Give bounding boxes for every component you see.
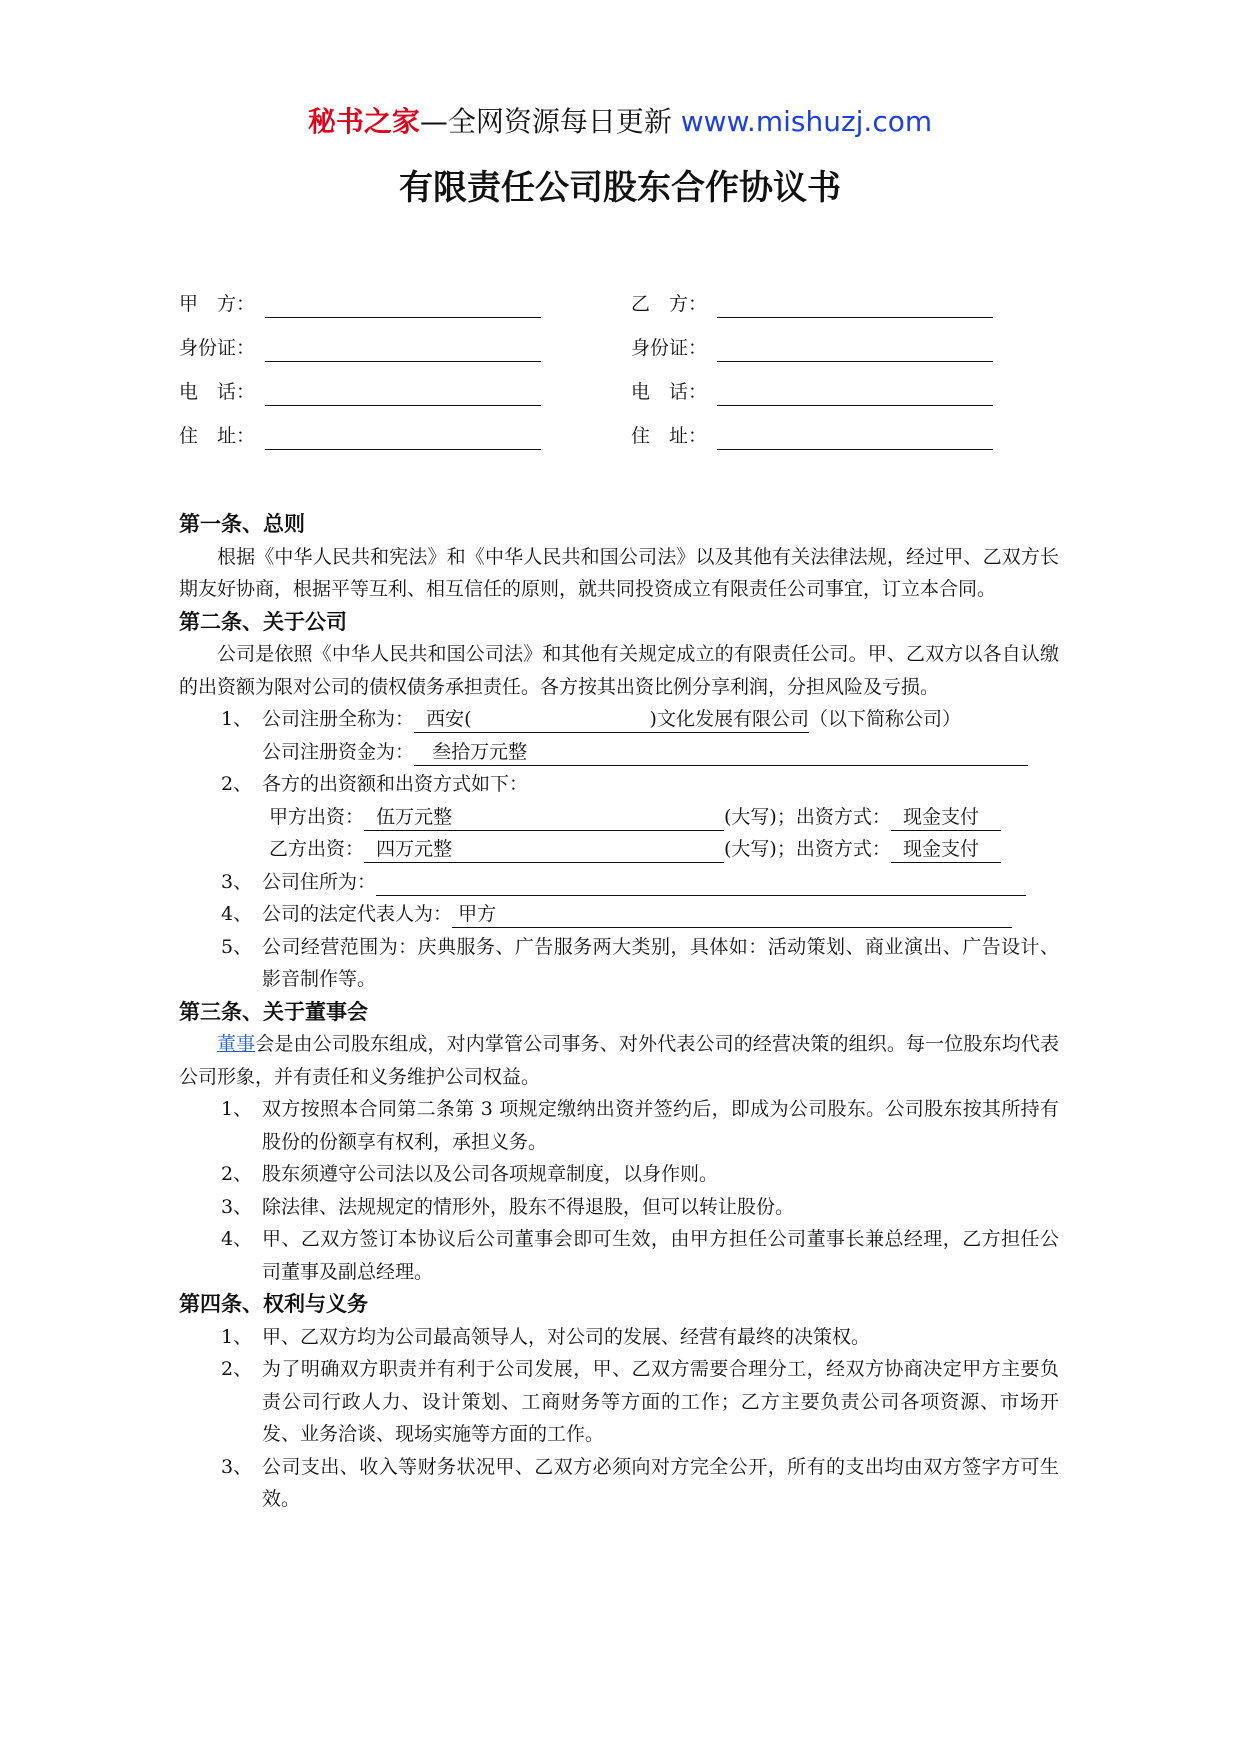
contract-body [179,508,1059,1516]
site-banner [0,102,1240,142]
article-4-heading: 第四条、权利与义务 [179,1292,368,1316]
document-title: 有限责任公司股东合作协议书 [399,168,841,208]
party-a-investment-mid: (大写)；出资方式： [724,805,891,828]
legal-rep-label: 公司的法定代表人为： [262,903,453,925]
item-text: 各方的出资额和出资方式如下： [262,773,529,795]
item-text: 股东须遵守公司法以及公司各项规章制度，以身作则。 [262,1163,719,1185]
party-b-phone-row [631,378,993,406]
article-3-heading: 第三条、关于董事会 [179,999,368,1024]
article-4-item-1 [179,1321,1059,1354]
company-address-field[interactable] [376,869,1026,896]
item-text: 公司支出、收入等财务状况甲、乙双方必须向对方完全公开，所有的支出均由双方签字方可生效。 [262,1455,1059,1510]
article-2-item-4 [179,898,1059,931]
item-text: 除法律、法规规定的情形外，股东不得退股，但可以转让股份。 [262,1195,795,1218]
registered-capital-label: 公司注册资金为： [262,740,415,763]
party-b-method-field[interactable] [891,836,1001,863]
party-b-investment-label: 乙方出资： [269,838,365,860]
article-2-item-2 [179,768,1059,801]
item-number: 2、 [221,1358,253,1380]
banner-slogan: —全网资源每日更新 [419,105,681,138]
party-a-phone-row [179,378,541,406]
article-2-item-3 [179,866,1059,899]
item-text: 公司经营范围为：庆典服务、广告服务两大类别，具体如：活动策划、商业演出、广告设计、影音制作等。 [262,935,1059,990]
company-name-suffix: )文化发展有限公司 [649,708,809,730]
article-3-paragraph [179,1028,1059,1093]
party-b-name-row [631,290,993,318]
party-b-name-label: 乙 方： [631,293,708,315]
item-number: 2、 [221,1163,253,1185]
board-link[interactable]: 董事 [217,1033,256,1055]
item-text: 甲、乙双方均为公司最高领导人，对公司的发展、经营有最终的决策权。 [262,1325,871,1348]
party-a-address-row [179,422,541,450]
registered-capital-field[interactable] [414,739,1028,766]
party-b-id-row [631,334,993,362]
registered-capital-value: 叁拾万元整 [432,740,528,763]
legal-rep-value: 甲方 [458,903,497,925]
article-3-item-1 [179,1093,1059,1158]
item-text: 甲、乙双方签订本协议后公司董事会即可生效，由甲方担任公司董事长兼总经理，乙方担任公司董事及副总经理。 [262,1228,1059,1283]
item-text: 双方按照本合同第二条第 3 项规定缴纳出资并签约后，即成为公司股东。公司股东按其所持有股份的份额享有权利，承担义务。 [262,1098,1059,1153]
party-a-investment-label: 甲方出资： [269,805,365,828]
article-3-item-3 [179,1191,1059,1224]
article-2-item-1 [179,703,1059,736]
item-text [262,898,1059,931]
party-b-investment-field[interactable] [364,836,724,863]
item-number: 3、 [221,870,253,893]
item-text [262,866,1059,899]
party-b-address-blank[interactable] [717,427,993,450]
company-name-field[interactable] [414,706,809,733]
item-number: 4、 [221,1228,253,1250]
company-name-label: 公司注册全称为： [262,708,415,730]
party-b-phone-blank[interactable] [717,383,993,406]
party-b-address-row [631,422,993,450]
party-a-investment-row [179,801,1059,834]
article-2-paragraph: 公司是依照《中华人民共和国公司法》和其他有关规定成立的有限责任公司。甲、乙双方以各自认缴的出资额为限对公司的债权债务承担责任。各方按其出资比例分享利润，分担风险及亏损。 [179,643,1059,698]
item-number: 4、 [221,903,253,925]
item-number: 5、 [221,935,253,958]
party-b-name-blank[interactable] [717,295,993,318]
item-text [262,703,1059,736]
item-number: 1、 [221,1098,253,1120]
party-b-investment-value: 四万元整 [376,838,453,860]
party-b-investment-mid: (大写)；出资方式： [724,838,891,860]
registered-capital-row [179,736,1059,769]
party-a-id-blank[interactable] [265,339,541,362]
company-address-label: 公司住所为： [262,870,377,893]
article-1-heading: 第一条、总则 [179,512,305,536]
site-url-link[interactable]: www.mishuzj.com [680,105,933,138]
item-number: 1、 [221,1325,253,1348]
party-a-investment-value: 伍万元整 [376,805,453,828]
party-a-id-row [179,334,541,362]
party-a-name-label: 甲 方： [179,293,256,315]
article-2-item-5 [179,931,1059,996]
party-b-id-label: 身份证： [631,337,708,359]
item-number: 3、 [221,1455,253,1478]
party-a-method-field[interactable] [891,804,1001,831]
article-3-item-2 [179,1158,1059,1191]
article-4-item-2 [179,1353,1059,1451]
article-3-paragraph-text: 会是由公司股东组成，对内掌管公司事务、对外代表公司的经营决策的组织。每一位股东均代表公司形象，并有责任和义务维护公司权益。 [179,1033,1059,1088]
company-name-prefix: 西安( [426,708,472,730]
item-number: 2、 [221,773,253,795]
party-b-id-blank[interactable] [717,339,993,362]
party-a-address-blank[interactable] [265,427,541,450]
item-text: 为了明确双方职责并有利于公司发展，甲、乙双方需要合理分工，经双方协商决定甲方主要负责公司行政人力、设计策划、工商财务等方面的工作；乙方主要负责公司各项资源、市场开发、业务洽谈、现场实施等方面的工作。 [262,1358,1059,1445]
party-a-name-blank[interactable] [265,295,541,318]
party-a-method-value: 现金支付 [902,805,979,828]
brand-name: 秘书之家 [307,105,420,138]
item-number: 3、 [221,1195,253,1218]
party-a-phone-label: 电 话： [179,381,256,403]
party-b-address-label: 住 址： [631,425,708,447]
article-3-item-4 [179,1223,1059,1288]
company-short-name: （以下简称公司） [808,708,961,730]
party-a-id-label: 身份证： [179,337,256,359]
article-4-item-3 [179,1451,1059,1516]
article-1-paragraph: 根据《中华人民共和宪法》和《中华人民共和国公司法》以及其他有关法律法规，经过甲、乙双方长期友好协商，根据平等互利、相互信任的原则，就共同投资成立有限责任公司事宜，订立本合同。 [179,545,1059,600]
party-a-address-label: 住 址： [179,425,256,447]
party-b-phone-label: 电 话： [631,381,708,403]
party-b-investment-row [179,833,1059,866]
party-a-investment-field[interactable] [364,804,724,831]
party-a-phone-blank[interactable] [265,383,541,406]
party-a-name-row [179,290,541,318]
legal-rep-field[interactable] [452,901,1012,928]
item-number: 1、 [221,708,253,730]
article-2-heading: 第二条、关于公司 [179,609,347,634]
party-b-method-value: 现金支付 [902,838,979,860]
